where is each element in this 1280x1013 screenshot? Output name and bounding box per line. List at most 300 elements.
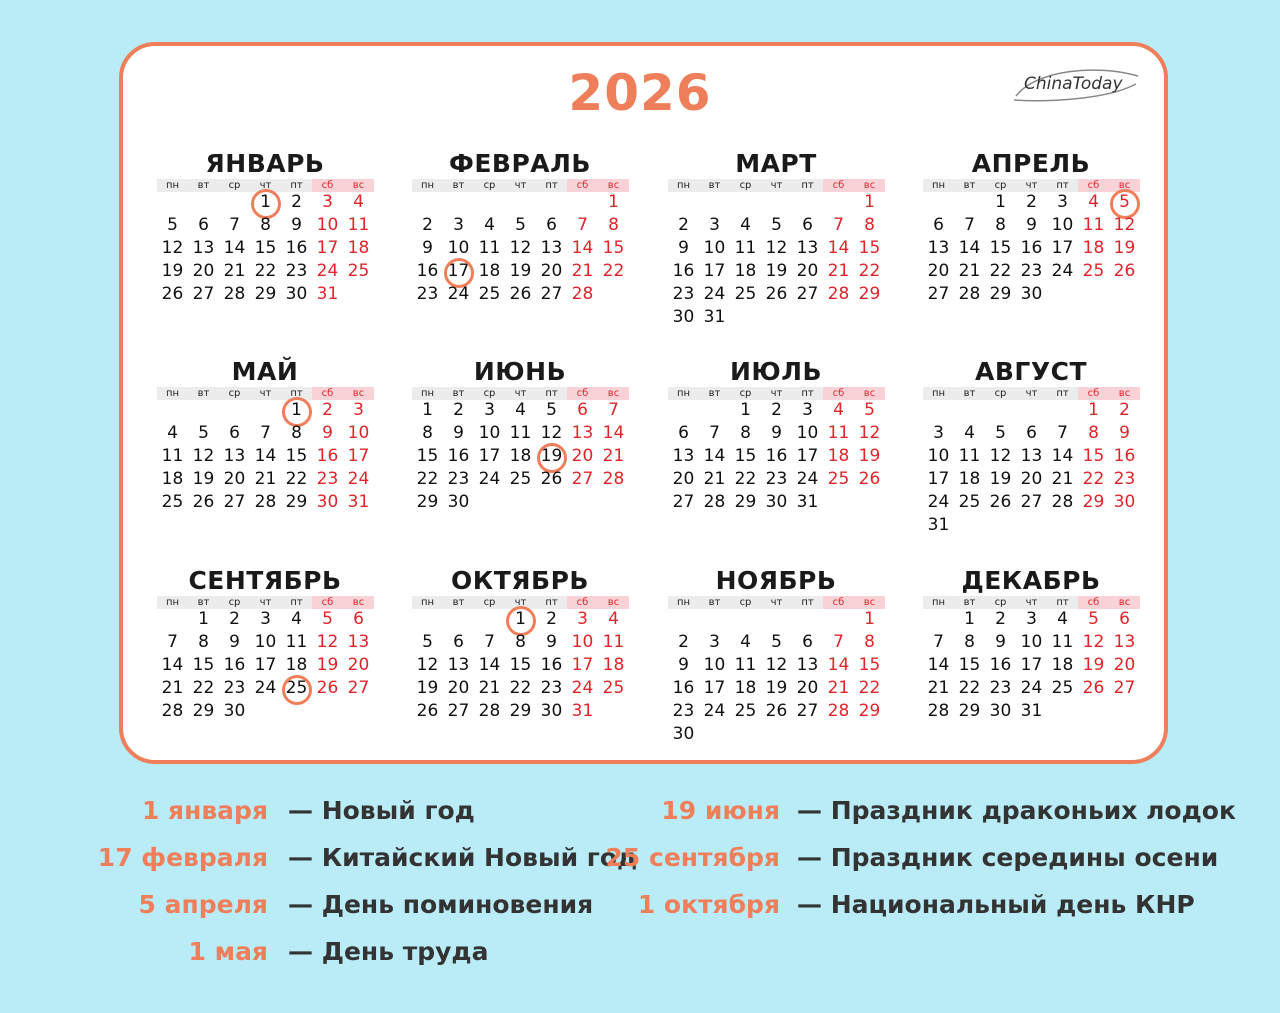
day-cell: 13	[347, 632, 370, 652]
weekday-header: пт	[792, 387, 823, 400]
day-cell: 27	[796, 701, 819, 721]
day-cell: 22	[1082, 469, 1105, 489]
weekday-header: сб	[312, 387, 343, 400]
day-cell: 10	[927, 446, 950, 466]
day-cell: 10	[703, 238, 726, 258]
day-cell: 25	[1051, 678, 1074, 698]
day-cell: 19	[858, 446, 881, 466]
day-cell: 17	[478, 446, 501, 466]
day-cell: 25	[734, 701, 757, 721]
day-cell: 9	[322, 423, 333, 443]
day-cell: 28	[161, 701, 184, 721]
day-cell: 3	[709, 215, 720, 235]
month-title: АВГУСТ	[974, 357, 1087, 386]
day-cell: 29	[858, 284, 881, 304]
day-cell: 24	[254, 678, 277, 698]
day-cell: 1	[1088, 400, 1099, 420]
day-cell: 15	[192, 655, 215, 675]
day-cell: 8	[260, 215, 271, 235]
weekday-header: чт	[1016, 387, 1047, 400]
legend-date: 1 октября	[637, 890, 780, 919]
day-cell: 18	[827, 446, 850, 466]
weekday-header: пн	[157, 596, 188, 609]
day-cell: 18	[1082, 238, 1105, 258]
weekday-header: сб	[1078, 179, 1109, 192]
day-cell: 7	[833, 632, 844, 652]
weekday-header: вс	[854, 387, 885, 400]
day-cell: 14	[1051, 446, 1074, 466]
day-cell: 6	[198, 215, 209, 235]
day-cell: 28	[703, 492, 726, 512]
day-cell: 15	[734, 446, 757, 466]
weekday-header: пн	[668, 179, 699, 192]
weekday-header: вт	[188, 596, 219, 609]
day-cell: 18	[478, 261, 501, 281]
day-cell: 25	[958, 492, 981, 512]
day-cell: 24	[571, 678, 594, 698]
day-cell: 21	[223, 261, 246, 281]
day-cell: 17	[347, 446, 370, 466]
day-cell: 14	[827, 655, 850, 675]
day-cell: 30	[672, 307, 695, 327]
day-cell: 12	[765, 238, 788, 258]
day-cell: 29	[958, 701, 981, 721]
weekday-header: сб	[823, 387, 854, 400]
day-cell: 2	[322, 400, 333, 420]
day-cell: 16	[285, 238, 308, 258]
weekday-header: сб	[312, 596, 343, 609]
weekday-header: чт	[761, 179, 792, 192]
day-cell: 28	[602, 469, 625, 489]
month-title: ИЮЛЬ	[729, 357, 823, 386]
weekday-header: сб	[567, 596, 598, 609]
day-cell: 26	[765, 284, 788, 304]
day-cell: 19	[416, 678, 439, 698]
weekday-header: чт	[250, 596, 281, 609]
day-cell: 20	[447, 678, 470, 698]
day-cell: 26	[540, 469, 563, 489]
day-cell: 24	[1020, 678, 1043, 698]
day-cell: 2	[771, 400, 782, 420]
day-cell: 31	[703, 307, 726, 327]
day-cell: 23	[285, 261, 308, 281]
day-cell: 9	[771, 423, 782, 443]
day-cell: 30	[989, 701, 1012, 721]
day-cell: 18	[509, 446, 532, 466]
day-cell: 29	[254, 284, 277, 304]
day-cell: 21	[703, 469, 726, 489]
day-cell: 11	[285, 632, 308, 652]
day-cell: 16	[672, 261, 695, 281]
day-cell: 9	[291, 215, 302, 235]
day-cell: 1	[864, 609, 875, 629]
day-cell: 19	[1113, 238, 1136, 258]
day-cell: 23	[1020, 261, 1043, 281]
weekday-header: вт	[954, 179, 985, 192]
day-cell: 27	[796, 284, 819, 304]
month-title: ЯНВАРЬ	[205, 149, 325, 178]
day-cell: 25	[602, 678, 625, 698]
day-cell: 3	[802, 400, 813, 420]
day-cell: 17	[571, 655, 594, 675]
day-cell: 20	[192, 261, 215, 281]
weekday-header: вс	[598, 387, 629, 400]
day-cell: 23	[765, 469, 788, 489]
day-cell: 12	[509, 238, 532, 258]
year-title: 2026	[568, 64, 712, 122]
day-cell: 15	[989, 238, 1012, 258]
weekday-header: сб	[567, 387, 598, 400]
weekday-header: пт	[281, 596, 312, 609]
day-cell: 29	[858, 701, 881, 721]
legend-holiday-name: — Китайский Новый год	[288, 843, 638, 872]
day-cell: 2	[453, 400, 464, 420]
day-cell: 18	[734, 261, 757, 281]
day-cell: 30	[672, 724, 695, 744]
day-cell: 14	[161, 655, 184, 675]
weekday-header: пн	[157, 179, 188, 192]
day-cell: 12	[192, 446, 215, 466]
day-cell: 10	[571, 632, 594, 652]
day-cell: 11	[478, 238, 501, 258]
weekday-header: ср	[730, 596, 761, 609]
day-cell: 5	[1088, 609, 1099, 629]
day-cell: 2	[1119, 400, 1130, 420]
day-cell: 16	[416, 261, 439, 281]
day-cell: 21	[161, 678, 184, 698]
weekday-header: пн	[923, 179, 954, 192]
legend-holiday-name: — День поминовения	[288, 890, 594, 919]
day-cell: 11	[602, 632, 625, 652]
day-cell: 22	[285, 469, 308, 489]
day-cell: 30	[765, 492, 788, 512]
day-cell: 2	[1026, 192, 1037, 212]
day-cell: 3	[577, 609, 588, 629]
weekday-header: чт	[250, 179, 281, 192]
day-cell: 5	[864, 400, 875, 420]
day-cell: 13	[796, 655, 819, 675]
day-cell: 15	[285, 446, 308, 466]
weekday-header: пн	[412, 596, 443, 609]
day-cell: 15	[509, 655, 532, 675]
day-cell: 8	[422, 423, 433, 443]
day-cell: 7	[484, 632, 495, 652]
day-cell: 4	[484, 215, 495, 235]
day-cell: 10	[447, 238, 470, 258]
day-cell: 11	[734, 655, 757, 675]
day-cell: 3	[933, 423, 944, 443]
day-cell: 10	[1020, 632, 1043, 652]
day-cell: 13	[1113, 632, 1136, 652]
day-cell: 25	[1082, 261, 1105, 281]
weekday-header: сб	[1078, 387, 1109, 400]
day-cell: 9	[546, 632, 557, 652]
day-cell: 25	[478, 284, 501, 304]
weekday-header: ср	[730, 387, 761, 400]
day-cell: 13	[672, 446, 695, 466]
day-cell: 9	[678, 655, 689, 675]
day-cell: 31	[927, 515, 950, 535]
day-cell: 8	[291, 423, 302, 443]
day-cell: 27	[1020, 492, 1043, 512]
day-cell: 15	[416, 446, 439, 466]
day-cell: 6	[933, 215, 944, 235]
holiday-day-cell: 25	[281, 677, 312, 700]
day-cell: 4	[167, 423, 178, 443]
day-cell: 22	[416, 469, 439, 489]
day-cell: 14	[602, 423, 625, 443]
day-cell: 8	[515, 632, 526, 652]
weekday-header: вт	[954, 387, 985, 400]
day-cell: 3	[484, 400, 495, 420]
day-cell: 14	[223, 238, 246, 258]
day-cell: 26	[989, 492, 1012, 512]
day-cell: 7	[608, 400, 619, 420]
day-cell: 21	[827, 678, 850, 698]
day-cell: 4	[740, 632, 751, 652]
day-cell: 8	[740, 423, 751, 443]
day-cell: 9	[678, 238, 689, 258]
weekday-header: пт	[536, 179, 567, 192]
day-cell: 17	[703, 261, 726, 281]
day-cell: 12	[161, 238, 184, 258]
day-cell: 12	[989, 446, 1012, 466]
day-cell: 20	[1113, 655, 1136, 675]
day-cell: 10	[703, 655, 726, 675]
day-cell: 10	[1051, 215, 1074, 235]
day-cell: 21	[927, 678, 950, 698]
day-cell: 17	[703, 678, 726, 698]
day-cell: 31	[1020, 701, 1043, 721]
day-cell: 16	[447, 446, 470, 466]
month-title: ДЕКАБРЬ	[961, 566, 1101, 595]
day-cell: 31	[347, 492, 370, 512]
legend-holiday-name: — Национальный день КНР	[797, 890, 1195, 919]
day-cell: 24	[703, 284, 726, 304]
day-cell: 3	[260, 609, 271, 629]
weekday-header: пт	[536, 387, 567, 400]
day-cell: 20	[927, 261, 950, 281]
day-cell: 26	[858, 469, 881, 489]
day-cell: 2	[678, 215, 689, 235]
day-cell: 28	[1051, 492, 1074, 512]
weekday-header: ср	[985, 387, 1016, 400]
weekday-header: ср	[474, 179, 505, 192]
legend-holiday-name: — Новый год	[288, 796, 475, 825]
day-cell: 1	[198, 609, 209, 629]
day-cell: 12	[858, 423, 881, 443]
day-cell: 4	[353, 192, 364, 212]
weekday-header: чт	[505, 387, 536, 400]
day-cell: 24	[796, 469, 819, 489]
day-cell: 28	[827, 701, 850, 721]
day-cell: 28	[827, 284, 850, 304]
day-cell: 5	[515, 215, 526, 235]
day-cell: 23	[672, 284, 695, 304]
day-cell: 26	[1082, 678, 1105, 698]
day-cell: 29	[416, 492, 439, 512]
day-cell: 19	[509, 261, 532, 281]
weekday-header: вт	[699, 179, 730, 192]
day-cell: 24	[478, 469, 501, 489]
month-title: СЕНТЯБРЬ	[188, 566, 342, 595]
day-cell: 28	[571, 284, 594, 304]
day-cell: 11	[1051, 632, 1074, 652]
weekday-header: вт	[699, 596, 730, 609]
month-title: ОКТЯБРЬ	[451, 566, 589, 595]
day-cell: 13	[796, 238, 819, 258]
day-cell: 14	[927, 655, 950, 675]
day-cell: 5	[422, 632, 433, 652]
day-cell: 17	[316, 238, 339, 258]
day-cell: 14	[571, 238, 594, 258]
weekday-header: вс	[854, 596, 885, 609]
weekday-header: пт	[1047, 179, 1078, 192]
weekday-header: пт	[792, 596, 823, 609]
day-cell: 13	[223, 446, 246, 466]
day-cell: 29	[509, 701, 532, 721]
day-cell: 8	[964, 632, 975, 652]
day-cell: 30	[1113, 492, 1136, 512]
weekday-header: ср	[219, 596, 250, 609]
day-cell: 21	[602, 446, 625, 466]
day-cell: 16	[223, 655, 246, 675]
day-cell: 15	[958, 655, 981, 675]
day-cell: 27	[223, 492, 246, 512]
day-cell: 21	[827, 261, 850, 281]
day-cell: 6	[353, 609, 364, 629]
day-cell: 31	[571, 701, 594, 721]
day-cell: 10	[316, 215, 339, 235]
day-cell: 11	[958, 446, 981, 466]
day-cell: 19	[765, 261, 788, 281]
day-cell: 20	[672, 469, 695, 489]
weekday-header: пт	[281, 179, 312, 192]
day-cell: 5	[167, 215, 178, 235]
day-cell: 14	[478, 655, 501, 675]
day-cell: 27	[447, 701, 470, 721]
day-cell: 12	[316, 632, 339, 652]
day-cell: 12	[540, 423, 563, 443]
day-cell: 5	[771, 215, 782, 235]
day-cell: 21	[254, 469, 277, 489]
day-cell: 10	[796, 423, 819, 443]
day-cell: 8	[995, 215, 1006, 235]
day-cell: 21	[1051, 469, 1074, 489]
day-cell: 3	[353, 400, 364, 420]
weekday-header: чт	[1016, 179, 1047, 192]
weekday-header: ср	[474, 596, 505, 609]
day-cell: 21	[478, 678, 501, 698]
day-cell: 5	[322, 609, 333, 629]
weekday-header: вс	[1109, 387, 1140, 400]
day-cell: 14	[958, 238, 981, 258]
holiday-day-cell: 1	[505, 608, 536, 631]
day-cell: 10	[254, 632, 277, 652]
day-cell: 1	[995, 192, 1006, 212]
day-cell: 6	[802, 632, 813, 652]
day-cell: 19	[316, 655, 339, 675]
day-cell: 1	[964, 609, 975, 629]
legend-date: 17 февраля	[97, 843, 268, 872]
day-cell: 11	[509, 423, 532, 443]
weekday-header: ср	[730, 179, 761, 192]
day-cell: 16	[989, 655, 1012, 675]
day-cell: 20	[347, 655, 370, 675]
day-cell: 30	[1020, 284, 1043, 304]
day-cell: 4	[833, 400, 844, 420]
day-cell: 9	[229, 632, 240, 652]
day-cell: 18	[1051, 655, 1074, 675]
day-cell: 24	[927, 492, 950, 512]
day-cell: 7	[833, 215, 844, 235]
day-cell: 22	[509, 678, 532, 698]
day-cell: 14	[703, 446, 726, 466]
day-cell: 3	[1026, 609, 1037, 629]
day-cell: 7	[964, 215, 975, 235]
day-cell: 13	[927, 238, 950, 258]
day-cell: 2	[546, 609, 557, 629]
day-cell: 15	[1082, 446, 1105, 466]
day-cell: 13	[447, 655, 470, 675]
day-cell: 28	[478, 701, 501, 721]
day-cell: 28	[254, 492, 277, 512]
day-cell: 8	[198, 632, 209, 652]
day-cell: 23	[540, 678, 563, 698]
day-cell: 16	[672, 678, 695, 698]
day-cell: 30	[447, 492, 470, 512]
day-cell: 25	[827, 469, 850, 489]
day-cell: 13	[571, 423, 594, 443]
day-cell: 26	[765, 701, 788, 721]
weekday-header: ср	[219, 179, 250, 192]
day-cell: 23	[1113, 469, 1136, 489]
legend-date: 1 января	[141, 796, 268, 825]
weekday-header: вс	[1109, 596, 1140, 609]
day-cell: 6	[1119, 609, 1130, 629]
day-cell: 9	[995, 632, 1006, 652]
weekday-header: сб	[823, 179, 854, 192]
chinatoday-logo	[1006, 62, 1146, 106]
day-cell: 7	[229, 215, 240, 235]
day-cell: 22	[254, 261, 277, 281]
day-cell: 20	[223, 469, 246, 489]
day-cell: 16	[1113, 446, 1136, 466]
weekday-header: вс	[854, 179, 885, 192]
day-cell: 6	[546, 215, 557, 235]
day-cell: 29	[989, 284, 1012, 304]
weekday-header: вс	[343, 596, 374, 609]
day-cell: 23	[416, 284, 439, 304]
day-cell: 27	[927, 284, 950, 304]
weekday-header: вт	[443, 179, 474, 192]
day-cell: 18	[958, 469, 981, 489]
day-cell: 1	[740, 400, 751, 420]
day-cell: 16	[765, 446, 788, 466]
day-cell: 31	[316, 284, 339, 304]
day-cell: 9	[453, 423, 464, 443]
day-cell: 22	[958, 678, 981, 698]
day-cell: 3	[709, 632, 720, 652]
weekday-header: сб	[567, 179, 598, 192]
day-cell: 19	[989, 469, 1012, 489]
day-cell: 27	[1113, 678, 1136, 698]
day-cell: 4	[740, 215, 751, 235]
day-cell: 19	[192, 469, 215, 489]
day-cell: 17	[1020, 655, 1043, 675]
day-cell: 27	[192, 284, 215, 304]
day-cell: 4	[964, 423, 975, 443]
